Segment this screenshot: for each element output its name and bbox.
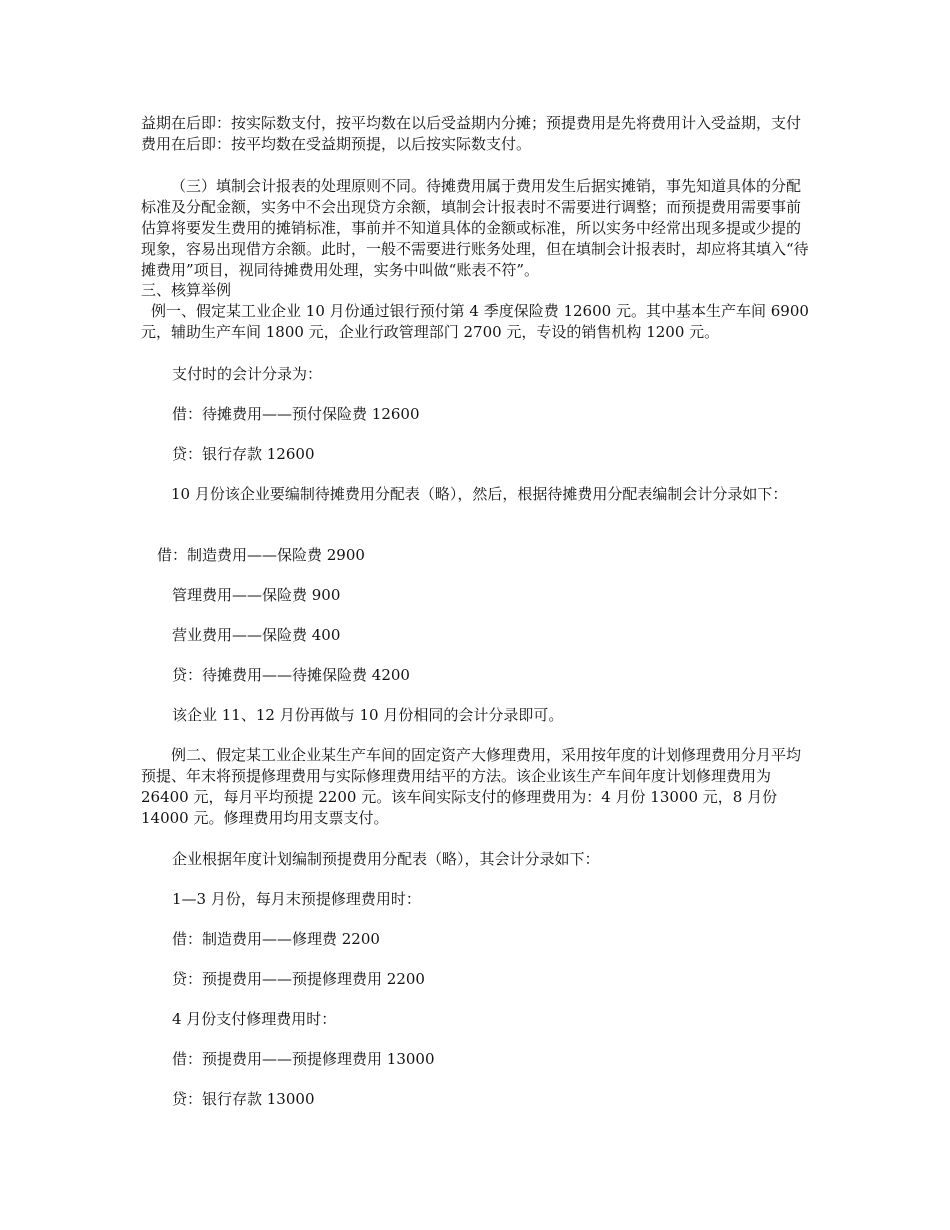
- paragraph-prepaid-vs-accrued: 益期在后即：按实际数支付，按平均数在以后受益期内分摊；预提费用是先将费用计入受益期，支付费用在后即：按平均数在受益期预提，以后按实际数支付。: [141, 114, 802, 153]
- journal-operating-expense: 营业费用——保险费 400: [172, 626, 341, 644]
- journal-credit-bank: 贷：银行存款 12600: [172, 445, 315, 463]
- section-heading-examples: 三、核算举例: [141, 281, 232, 299]
- entry-intro-q1: 1—3 月份，每月末预提修理费用时：: [172, 890, 421, 908]
- entry-intro-april: 4 月份支付修理费用时：: [172, 1010, 337, 1028]
- paragraph-example-two: 例二、假定某工业企业某生产车间的固定资产大修理费用，采用按年度的计划修理费用分月平均预提、年末将预提修理费用与实际修理费用结平的方法。该企业该生产车间年度计划修理费用为 26400 元，每月平均预提 2200 元。该车间实际支付的修理费用为：4 月份 13000 元，8 月份 14000 元。修理费用均用支票支付。: [141, 746, 802, 827]
- entry-intro-payment: 支付时的会计分录为：: [172, 365, 323, 383]
- paragraph-report-principle: （三）填制会计报表的处理原则不同。待摊费用属于费用发生后据实摊销，事先知道具体的分配标准及分配金额，实务中不会出现贷方余额，填制会计报表时不需要进行调整；而预提费用需要事前估算将要发生费用的摊销标准，事前并不知道具体的金额或标准，所以实务中经常出现多提或少提的现象，容易出现借方余额。此时，一般不需要进行账务处理，但在填制会计报表时，却应将其填入“待摊费用”项目，视同待摊费用处理，实务中叫做“账表不符”。: [141, 177, 809, 279]
- journal-debit-repair: 借：制造费用——修理费 2200: [172, 930, 380, 948]
- journal-credit-bank-april: 贷：银行存款 13000: [172, 1090, 315, 1108]
- journal-credit-prepaid: 贷：待摊费用——待摊保险费 4200: [172, 666, 410, 684]
- journal-debit-prepaid: 借：待摊费用——预付保险费 12600: [172, 405, 420, 423]
- journal-debit-accrued: 借：预提费用——预提修理费用 13000: [172, 1050, 435, 1068]
- paragraph-example-one: 例一、假定某工业企业 10 月份通过银行预付第 4 季度保险费 12600 元。其中基本生产车间 6900 元，辅助生产车间 1800 元，企业行政管理部门 2700 元，专设的销售机构 1200 元。: [141, 302, 809, 341]
- journal-debit-manufacturing: 借：制造费用——保险费 2900: [157, 546, 365, 564]
- entry-intro-plan: 企业根据年度计划编制预提费用分配表（略），其会计分录如下：: [172, 850, 600, 868]
- paragraph-nov-dec-note: 该企业 11、12 月份再做与 10 月份相同的会计分录即可。: [172, 706, 564, 724]
- journal-credit-accrued: 贷：预提费用——预提修理费用 2200: [172, 970, 425, 988]
- journal-management-expense: 管理费用——保险费 900: [172, 586, 341, 604]
- paragraph-october-allocation: 10 月份该企业要编制待摊费用分配表（略），然后，根据待摊费用分配表编制会计分录如下：: [171, 485, 788, 503]
